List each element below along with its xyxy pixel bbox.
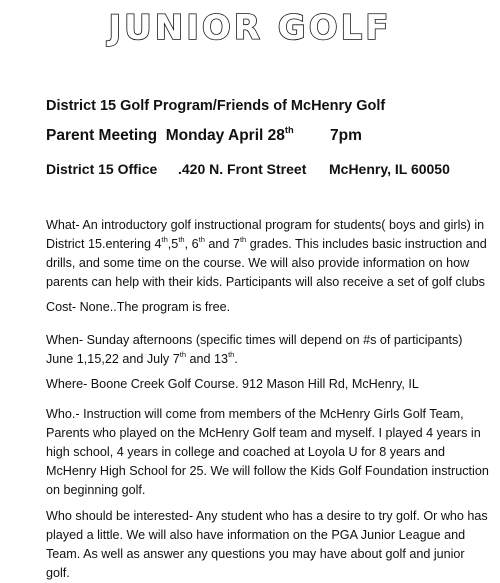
location-city: McHenry, IL 60050 (329, 161, 450, 177)
page-title: JUNIOR GOLF (108, 8, 392, 48)
where-paragraph: Where- Boone Creek Golf Course. 912 Mason Hill Rd, McHenry, IL (46, 377, 419, 391)
location-heading (46, 161, 450, 177)
interest-paragraph: Who should be interested- Any student who has a desire to try golf. Or who has played a little. We will also have information on the PGA Junior League and Team. As well as answer any questions you may have about golf and junior golf. (46, 509, 488, 580)
what-paragraph: What- An introductory golf instructional program for students( boys and girls) in District 15.entering 4th,5th, 6th and 7th grades. This includes basic instruction and drills, and some time on the course. We will also provide information on how parents can help with their kids. Participants will also receive a set of golf clubs (46, 218, 487, 289)
program-heading: District 15 Golf Program/Friends of McHenry Golf (46, 98, 386, 114)
location-address: .420 N. Front Street (178, 161, 307, 177)
meeting-time: 7pm (329, 127, 362, 144)
when-paragraph: When- Sunday afternoons (specific times will depend on #s of participants) June 1,15,22 and July 7th and 13th. (46, 333, 463, 366)
cost-paragraph: Cost- None..The program is free. (46, 300, 231, 314)
who-paragraph: Who.- Instruction will come from members of the McHenry Girls Golf Team, Parents who played on the McHenry Golf team and myself. I played 4 years in high school, 4 years in college and coached at Loyola U for 8 years and McHenry High School for 25. We will follow the Kids Golf Foundation instruction on beginning golf. (46, 407, 489, 497)
meeting-label: Parent Meeting (46, 127, 158, 144)
location-name: District 15 Office (46, 161, 158, 177)
meeting-date: Monday April 28th (165, 124, 294, 144)
meeting-heading (46, 124, 362, 145)
